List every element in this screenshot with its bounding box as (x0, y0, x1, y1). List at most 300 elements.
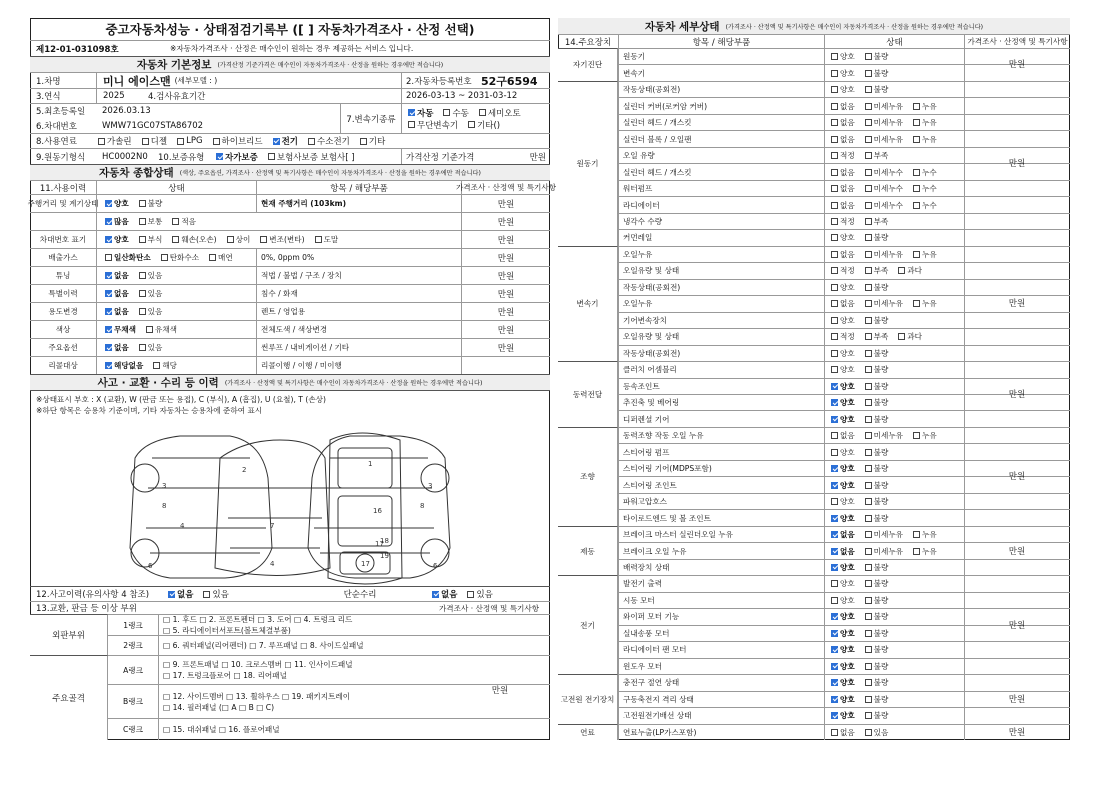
detail-state-option[interactable]: 미세누수 (859, 167, 903, 178)
detail-state-option[interactable]: 불량 (859, 414, 889, 425)
detail-state-option[interactable]: 미세누유 (859, 101, 903, 112)
detail-state[interactable] (824, 82, 964, 97)
state-option[interactable]: 유채색 (140, 324, 177, 335)
detail-state-option[interactable]: 미세누유 (859, 249, 903, 260)
detail-state[interactable] (824, 692, 964, 707)
detail-state-option[interactable]: 적정 (825, 331, 855, 342)
detail-state-option[interactable]: 없음 (825, 298, 855, 309)
detail-state[interactable] (824, 214, 964, 229)
detail-state-option[interactable]: 양호 (825, 661, 855, 672)
detail-group-label: 연료 (558, 724, 618, 740)
overall-row-label (30, 213, 96, 230)
detail-group-label: 조향 (558, 427, 618, 526)
detail-part: 클러치 어셈블리 (618, 362, 824, 377)
detail-state[interactable] (824, 725, 964, 740)
detail-state-option[interactable]: 없음 (825, 546, 855, 557)
detail-state-option[interactable]: 불량 (859, 315, 889, 326)
detail-state[interactable] (824, 115, 964, 130)
svg-text:6: 6 (148, 562, 153, 570)
detail-state[interactable] (824, 461, 964, 476)
overall-col-state: 상태 (96, 181, 256, 194)
overall-row (30, 356, 550, 374)
detail-state[interactable] (824, 708, 964, 723)
detail-state-option[interactable]: 누수 (907, 200, 937, 211)
detail-state-option[interactable]: 미세누수 (859, 183, 903, 194)
detail-state[interactable] (824, 313, 964, 328)
detail-state-option[interactable]: 양호 (825, 644, 855, 655)
fuel-lpg-option[interactable]: LPG (171, 136, 202, 146)
legend-note: ※하단 항목은 승용차 기준이며, 기타 자동차는 승용차에 준하여 표시 (36, 406, 263, 415)
detail-part: 브레이크 오일 누유 (618, 543, 824, 558)
detail-state-option[interactable]: 양호 (825, 496, 855, 507)
overall-row-label: 주행거리 및 계기상태 (27, 199, 99, 208)
detail-state-option[interactable]: 누유 (907, 117, 937, 128)
detail-state-option[interactable]: 누수 (907, 167, 937, 178)
state-option[interactable]: 불량 (133, 198, 163, 209)
detail-state-option[interactable]: 양호 (825, 315, 855, 326)
detail-state[interactable] (824, 494, 964, 509)
detail-state-option[interactable]: 누유 (907, 529, 937, 540)
detail-state[interactable] (824, 329, 964, 344)
first-reg-label: 5.최초등록일 (36, 107, 86, 117)
overall-row (30, 248, 550, 266)
detail-state[interactable] (824, 181, 964, 196)
state-option[interactable]: 적음 (166, 216, 196, 227)
detail-state-option[interactable]: 불량 (859, 661, 889, 672)
overall-note: (색상, 주요옵션, 가격조사 · 산정액 및 특기사항은 매수인이 자동차가격조사 · 산정을 원하는 경우에만 적습니다) (179, 170, 481, 177)
state-option[interactable]: 해당없음 (99, 360, 143, 371)
exchange-label: 13.교환, 판금 등 이상 부위 (36, 604, 137, 614)
rank-row (108, 655, 550, 684)
svg-text:3: 3 (428, 482, 433, 490)
state-option[interactable]: 매연 (203, 252, 233, 263)
detail-state-option[interactable]: 없음 (825, 101, 855, 112)
fuel-other-option[interactable]: 기타 (354, 135, 385, 147)
detail-state-option[interactable]: 양호 (825, 84, 855, 95)
detail-col-device: 14.주요장치 (564, 37, 612, 48)
valid-label: 4.검사유효기간 (148, 92, 206, 102)
detail-state-option[interactable]: 미세누수 (859, 200, 903, 211)
svg-text:18: 18 (380, 537, 389, 545)
detail-state[interactable] (824, 411, 964, 426)
detail-state-option[interactable]: 양호 (825, 463, 855, 474)
detail-header (558, 18, 1070, 34)
detail-state-option[interactable]: 불량 (859, 578, 889, 589)
simple-repair-label: 단순수리 (343, 590, 377, 600)
detail-state-option[interactable]: 미세누유 (859, 117, 903, 128)
document-note: ※자동차가격조사 · 산정은 매수인이 원하는 경우 제공하는 서비스 입니다. (170, 44, 414, 53)
rank-items[interactable]: □ 15. 대쉬패널 □ 16. 플로어패널 (158, 719, 478, 740)
svg-text:6: 6 (433, 562, 438, 570)
overall-row-label: 리콜대상 (48, 361, 78, 370)
overall-row-unit: 만원 (461, 213, 550, 230)
overall-row-detail: 적법 / 불법 / 구조 / 장치 (256, 267, 461, 284)
detail-state-option[interactable]: 적정 (825, 265, 855, 276)
detail-state-option[interactable]: 양호 (825, 513, 855, 524)
overall-row (30, 212, 550, 230)
detail-state[interactable] (824, 560, 964, 575)
detail-state[interactable] (824, 659, 964, 674)
detail-group-label: 동력전달 (558, 361, 618, 427)
detail-state-option[interactable]: 부족 (859, 265, 889, 276)
overall-row (30, 230, 550, 248)
basic-info-title: 자동차 기본정보 (136, 59, 212, 71)
overall-row-unit: 만원 (461, 321, 550, 338)
detail-col-part: 항목 / 해당부품 (618, 35, 824, 48)
state-option[interactable]: 보통 (133, 216, 163, 227)
detail-state[interactable] (824, 247, 964, 262)
detail-state[interactable] (824, 131, 964, 146)
detail-state-option[interactable]: 없음 (825, 167, 855, 178)
detail-state-option[interactable]: 양호 (825, 51, 855, 62)
detail-state-option[interactable]: 불량 (859, 232, 889, 243)
accident-history-label: 12.사고이력(유의사항 4 참조) (36, 590, 150, 600)
overall-row (30, 284, 550, 302)
detail-state-option[interactable]: 불량 (859, 348, 889, 359)
detail-group-unit: 만원 (1008, 60, 1026, 71)
detail-part: 오일누유 (618, 247, 824, 262)
detail-state-option[interactable]: 불량 (859, 710, 889, 721)
frame-price-unit: 만원 (491, 686, 509, 696)
fuel-gasoline-option[interactable]: 가솔린 (92, 135, 132, 147)
detail-state-option[interactable]: 부족 (859, 331, 889, 342)
simple-yes-option[interactable]: 있음 (461, 588, 492, 600)
state-option[interactable]: 도말 (309, 234, 339, 245)
detail-state-option[interactable]: 불량 (859, 397, 889, 408)
detail-state-option[interactable]: 양호 (825, 611, 855, 622)
trans-auto-option[interactable]: 자동 (402, 107, 433, 119)
overall-row (30, 266, 550, 284)
rank-label: 1랭크 (123, 620, 143, 630)
detail-state-option[interactable]: 없음 (825, 134, 855, 145)
detail-state-option[interactable]: 적정 (825, 150, 855, 161)
overall-row-unit: 만원 (461, 339, 550, 356)
simple-none-option[interactable]: 없음 (426, 588, 457, 600)
detail-state[interactable] (824, 280, 964, 295)
detail-state[interactable] (824, 626, 964, 641)
reg-no: 52구6594 (481, 74, 538, 88)
detail-state-option[interactable]: 불량 (859, 282, 889, 293)
detail-state-option[interactable]: 누유 (907, 430, 937, 441)
fuel-diesel-option[interactable]: 디젤 (136, 135, 167, 147)
detail-state[interactable] (824, 477, 964, 492)
detail-part: 와이퍼 모터 기능 (618, 609, 824, 624)
detail-part: 냉각수 수량 (618, 214, 824, 229)
detail-state-option[interactable]: 누유 (907, 546, 937, 557)
accident-yes-option[interactable]: 있음 (197, 588, 228, 600)
detail-state[interactable] (824, 428, 964, 443)
overall-row-label: 주요옵션 (48, 343, 78, 352)
overall-row-state[interactable] (96, 285, 256, 302)
detail-state-option[interactable]: 양호 (825, 447, 855, 458)
detail-part: 고전원전기배선 상태 (618, 708, 824, 723)
state-option[interactable]: 양호 (99, 198, 129, 209)
state-option[interactable]: 무채색 (99, 324, 136, 335)
detail-state-option[interactable]: 불량 (859, 463, 889, 474)
detail-state-option[interactable]: 불량 (859, 562, 889, 573)
detail-state-option[interactable]: 양호 (825, 710, 855, 721)
detail-state[interactable] (824, 609, 964, 624)
year: 2025 (96, 89, 146, 103)
detail-state-option[interactable]: 미세누유 (859, 134, 903, 145)
rank-label: A랭크 (123, 665, 143, 675)
detail-part: 오일유량 및 상태 (618, 329, 824, 344)
detail-state-option[interactable]: 양호 (825, 414, 855, 425)
detail-state[interactable] (824, 230, 964, 245)
detail-state-option[interactable]: 양호 (825, 232, 855, 243)
trans-other-option[interactable]: 기타() (462, 119, 500, 131)
detail-state[interactable] (824, 362, 964, 377)
state-option[interactable]: 있음 (133, 342, 163, 353)
state-option[interactable]: 부식 (133, 234, 163, 245)
detail-state-option[interactable]: 불량 (859, 496, 889, 507)
rank-items[interactable]: □ 1. 후드 □ 2. 프론트펜더 □ 3. 도어 □ 4. 트렁크 리드 □ 5. 라디에이터서포트(볼트체결부품) (158, 615, 478, 635)
detail-part: 타이로드엔드 및 볼 조인트 (618, 510, 824, 525)
detail-part: 시동 모터 (618, 593, 824, 608)
detail-state-option[interactable]: 양호 (825, 68, 855, 79)
fuel-options (92, 134, 550, 148)
detail-state[interactable] (824, 346, 964, 361)
state-option[interactable]: 일산화탄소 (99, 252, 151, 263)
overall-row-state[interactable] (96, 231, 461, 248)
state-option[interactable]: 해당 (147, 360, 177, 371)
rank-row (108, 614, 550, 635)
detail-state-option[interactable]: 없음 (825, 727, 855, 738)
detail-state[interactable] (824, 642, 964, 657)
fuel-hybrid-option[interactable]: 하이브리드 (207, 135, 263, 147)
trans-options (401, 104, 550, 133)
detail-state-option[interactable]: 미세누유 (859, 529, 903, 540)
state-option[interactable]: 있음 (133, 288, 163, 299)
trans-semi-option[interactable]: 세미오토 (473, 107, 521, 119)
detail-state[interactable] (824, 444, 964, 459)
overall-col-item: 11.사용이력 (39, 183, 87, 194)
detail-group-label: 고전원 전기장치 (558, 674, 618, 723)
detail-state-option[interactable]: 불량 (859, 677, 889, 688)
detail-state-option[interactable]: 양호 (825, 677, 855, 688)
svg-text:17: 17 (375, 540, 384, 548)
overall-row (30, 302, 550, 320)
detail-part: 연료누출(LP가스포함) (618, 725, 824, 740)
overall-row-detail: 렌트 / 영업용 (256, 303, 461, 320)
detail-state[interactable] (824, 65, 964, 80)
overall-row-state[interactable] (96, 321, 256, 338)
trans-label: 7.변속기종류 (340, 104, 401, 133)
detail-state-option[interactable]: 불량 (859, 644, 889, 655)
detail-state-option[interactable]: 없음 (825, 117, 855, 128)
rank-label: 2랭크 (123, 641, 143, 650)
detail-state-option[interactable]: 미세누유 (859, 546, 903, 557)
state-option[interactable]: 있음 (133, 306, 163, 317)
detail-state[interactable] (824, 527, 964, 542)
detail-state-option[interactable]: 부족 (859, 150, 889, 161)
svg-text:16: 16 (373, 507, 382, 515)
state-option[interactable]: 없음 (99, 288, 129, 299)
reg-no-label: 2.자동차등록번호 (401, 73, 481, 88)
detail-part: 오일 유량 (618, 148, 824, 163)
detail-state[interactable] (824, 263, 964, 278)
detail-state-option[interactable]: 불량 (859, 595, 889, 606)
detail-state-option[interactable]: 불량 (859, 447, 889, 458)
car-name: 미니 에이스맨 (103, 74, 171, 88)
rank-label: C랭크 (123, 725, 143, 734)
detail-state-option[interactable]: 불량 (859, 480, 889, 491)
detail-state[interactable] (824, 510, 964, 525)
svg-text:4: 4 (270, 560, 275, 568)
state-option[interactable]: 많음 (99, 216, 129, 227)
detail-state-option[interactable]: 양호 (825, 578, 855, 589)
car-name-sub: (세부모델 : ) (174, 76, 218, 85)
exchange-price-label: 가격조사 · 산정액 및 특기사항 (438, 603, 540, 613)
overall-row-detail: 썬루프 / 내비게이션 / 기타 (256, 339, 461, 356)
detail-state-option[interactable]: 없음 (825, 183, 855, 194)
detail-state-option[interactable]: 누수 (907, 183, 937, 194)
detail-state[interactable] (824, 576, 964, 591)
rank-items[interactable]: □ 12. 사이드멤버 □ 13. 휠하우스 □ 19. 패키지트레이 □ 14. 필러패널 (□ A □ B □ C) (158, 685, 478, 718)
detail-part: 오일누유 (618, 296, 824, 311)
detail-group-unit: 만원 (1008, 546, 1026, 557)
detail-state-option[interactable]: 적정 (825, 216, 855, 227)
detail-state-option[interactable]: 양호 (825, 562, 855, 573)
trans-cvt-option[interactable]: 무단변속기 (402, 119, 458, 131)
overall-row-state[interactable] (96, 249, 256, 266)
detail-state-option[interactable]: 양호 (825, 480, 855, 491)
detail-state-option[interactable]: 불량 (859, 68, 889, 79)
detail-state-option[interactable]: 누유 (907, 134, 937, 145)
detail-state-option[interactable]: 누유 (907, 298, 937, 309)
detail-part: 실린더 커버(로커암 커버) (618, 98, 824, 113)
rank-items[interactable]: □ 9. 프론트패널 □ 10. 크로스멤버 □ 11. 인사이드패널 □ 17. 트렁크플로어 □ 18. 리어패널 (158, 656, 478, 684)
accident-none-option[interactable]: 없음 (162, 588, 193, 600)
inspection-sheet (27, 18, 1070, 740)
state-option[interactable]: 탄화수소 (155, 252, 199, 263)
detail-state[interactable] (824, 98, 964, 113)
basic-info-header (30, 56, 550, 72)
detail-state-option[interactable]: 불량 (859, 513, 889, 524)
first-reg: 2026.03.13 (102, 106, 151, 116)
detail-state-option[interactable]: 미세누유 (859, 430, 903, 441)
year-label: 3.연식 (36, 92, 61, 102)
overall-row-state[interactable] (96, 267, 256, 284)
detail-part: 작동상태(공회전) (618, 280, 824, 295)
detail-state[interactable] (824, 49, 964, 64)
rank-items[interactable]: □ 6. 쿼터패널(리어펜더) □ 7. 루프패널 □ 8. 사이드실패널 (158, 636, 478, 655)
fuel-hydrogen-option[interactable]: 수소전기 (302, 135, 350, 147)
warranty-label: 10.보증유형 (158, 152, 205, 163)
overall-row-detail: 리콜이행 / 이행 / 미이행 (256, 357, 461, 374)
detail-state-option[interactable]: 불량 (859, 628, 889, 639)
trans-manual-option[interactable]: 수동 (437, 107, 468, 119)
detail-part: 워터펌프 (618, 181, 824, 196)
detail-part: 디퍼렌셜 기어 (618, 411, 824, 426)
detail-state-option[interactable]: 불량 (859, 364, 889, 375)
warranty-self-option[interactable]: 자가보증 (210, 151, 258, 163)
overall-row-unit: 만원 (461, 267, 550, 284)
detail-state-option[interactable]: 불량 (859, 694, 889, 705)
detail-state[interactable] (824, 296, 964, 311)
overall-row-state[interactable] (96, 303, 256, 320)
state-option[interactable]: 없음 (99, 270, 129, 281)
overall-row-detail: 전체도색 / 색상변경 (256, 321, 461, 338)
detail-state-option[interactable]: 불량 (859, 84, 889, 95)
overall-row-state[interactable] (96, 213, 461, 230)
state-option[interactable]: 변조(변타) (254, 234, 304, 245)
detail-state-option[interactable]: 없음 (825, 200, 855, 211)
overall-col-part: 항목 / 해당부품 (256, 181, 461, 194)
detail-state-option[interactable]: 양호 (825, 364, 855, 375)
detail-part: 실린더 블록 / 오일팬 (618, 131, 824, 146)
state-option[interactable]: 양호 (99, 234, 129, 245)
detail-state-option[interactable]: 양호 (825, 694, 855, 705)
detail-state-option[interactable]: 미세누유 (859, 298, 903, 309)
car-outline-svg (30, 418, 550, 586)
overall-row-state[interactable] (96, 339, 256, 356)
detail-group-label: 변속기 (558, 246, 618, 361)
detail-state[interactable] (824, 379, 964, 394)
detail-state[interactable] (824, 164, 964, 179)
detail-part: 배력장치 상태 (618, 560, 824, 575)
detail-state-option[interactable]: 양호 (825, 282, 855, 293)
detail-part: 실린더 헤드 / 개스킷 (618, 115, 824, 130)
detail-state-option[interactable]: 누유 (907, 249, 937, 260)
main-frame-label: 주요골격 (30, 655, 108, 740)
detail-state-option[interactable]: 누유 (907, 101, 937, 112)
detail-state[interactable] (824, 148, 964, 163)
detail-state-option[interactable]: 없음 (825, 430, 855, 441)
state-option[interactable]: 없음 (99, 306, 129, 317)
detail-part: 커먼레일 (618, 230, 824, 245)
detail-state-option[interactable]: 없음 (825, 249, 855, 260)
overall-row-state[interactable] (96, 357, 256, 374)
warranty-insurer-option[interactable]: 보험사보증 보험사[ ] (262, 151, 355, 163)
state-option[interactable]: 훼손(오손) (166, 234, 216, 245)
detail-state-option[interactable]: 부족 (859, 216, 889, 227)
state-option[interactable]: 상이 (221, 234, 251, 245)
detail-state-option[interactable]: 양호 (825, 348, 855, 359)
detail-state-option[interactable]: 불량 (859, 381, 889, 392)
detail-part: 오일유량 및 상태 (618, 263, 824, 278)
state-option[interactable]: 없음 (99, 342, 129, 353)
detail-state[interactable] (824, 197, 964, 212)
detail-state-option[interactable]: 있음 (859, 727, 889, 738)
overall-row (27, 194, 550, 212)
detail-part: 윈도우 모터 (618, 659, 824, 674)
state-option[interactable]: 있음 (133, 270, 163, 281)
detail-state-option[interactable]: 불량 (859, 611, 889, 622)
detail-state-option[interactable]: 과다 (892, 265, 922, 276)
detail-state-option[interactable]: 없음 (825, 529, 855, 540)
detail-state-option[interactable]: 양호 (825, 381, 855, 392)
detail-state-option[interactable]: 과다 (892, 331, 922, 342)
detail-state-option[interactable]: 불량 (859, 51, 889, 62)
detail-state-option[interactable]: 양호 (825, 397, 855, 408)
detail-state[interactable] (824, 675, 964, 690)
detail-state[interactable] (824, 593, 964, 608)
detail-state-option[interactable]: 양호 (825, 595, 855, 606)
detail-state[interactable] (824, 395, 964, 410)
accident-title: 사고 · 교환 · 수리 등 이력 (97, 377, 219, 389)
car-damage-diagram (30, 418, 550, 586)
rank-row (108, 718, 550, 740)
overall-row-state[interactable] (96, 195, 256, 212)
detail-part: 동력조향 작동 오일 누유 (618, 428, 824, 443)
overall-row-detail: 침수 / 화재 (256, 285, 461, 302)
fuel-electric-option[interactable]: 전기 (267, 135, 298, 147)
detail-state-option[interactable]: 양호 (825, 628, 855, 639)
detail-part: 원동기 (618, 49, 824, 64)
detail-state[interactable] (824, 543, 964, 558)
overall-row-unit: 만원 (461, 285, 550, 302)
